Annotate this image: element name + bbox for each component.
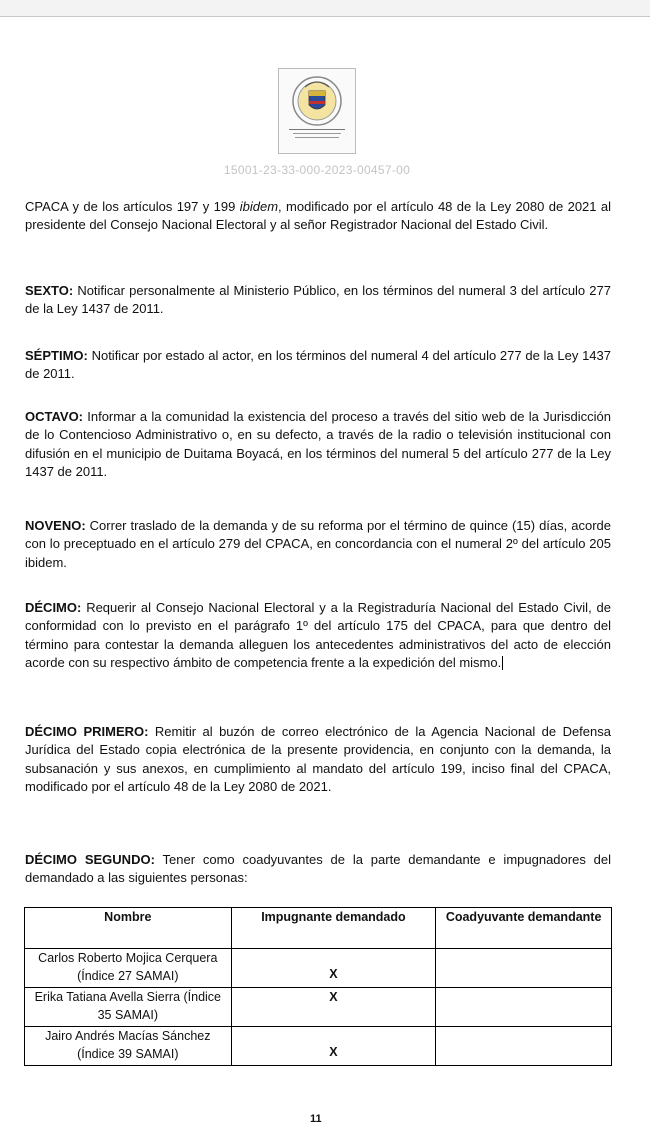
- paragraph-label: NOVENO:: [25, 518, 86, 533]
- cell-coadyuvante: [436, 988, 612, 1027]
- page-number: 11: [310, 1113, 322, 1125]
- cell-impugnante: [231, 1027, 436, 1066]
- viewer-toolbar: [0, 0, 650, 17]
- x-mark: X: [329, 967, 338, 981]
- header-coadyuvante: Coadyuvante demandante: [436, 908, 612, 949]
- paragraph-text: Requerir al Consejo Nacional Electoral y a la Registraduría Nacional del Estado Civil, de conformidad con lo previsto en el parágrafo 1º del artículo 175 del CPACA, para que dentro del término para contestar la demanda alleguen los antecedentes administrativos del acto de elección acorde con su respectivo ámbito de competencia frente a la expedición del mismo.: [25, 600, 611, 670]
- coat-of-arms-icon: [279, 69, 355, 153]
- paragraph-noveno: [25, 517, 611, 572]
- table-row: [25, 949, 612, 988]
- table-row: [25, 988, 612, 1027]
- table-header-row: [25, 908, 612, 949]
- x-mark: X: [329, 1045, 338, 1059]
- paragraph-label: SÉPTIMO:: [25, 348, 88, 363]
- paragraph-text: Remitir al buzón de correo electrónico de la Agencia Nacional de Defensa Jurídica del Estado copia electrónica de la presente providencia, en conjunto con la demanda, la subsanación y sus anexos, en cumplimiento al mandato del artículo 199, inciso final del CPACA, modificado por el artículo 48 de la Ley 2080 de 2021.: [25, 724, 611, 794]
- cell-coadyuvante: [436, 1027, 612, 1066]
- x-mark: X: [329, 990, 338, 1004]
- paragraph-text: Correr traslado de la demanda y de su reforma por el término de quince (15) días, acorde con lo preceptuado en el artículo 279 del CPACA, en concordancia con el numeral 2º del artículo 205 ibidem.: [25, 518, 611, 570]
- paragraph-label: DÉCIMO PRIMERO:: [25, 724, 149, 739]
- paragraph-octavo: [25, 408, 611, 481]
- cell-name: Erika Tatiana Avella Sierra (Índice 35 SAMAI): [25, 988, 232, 1027]
- paragraph-decimo-segundo: [25, 851, 611, 888]
- paragraph-text: Tener como coadyuvantes de la parte demandante e impugnadores del demandado a las siguientes personas:: [25, 852, 612, 886]
- paragraph-decimo: [25, 599, 611, 672]
- cell-name: Jairo Andrés Macías Sánchez (Índice 39 SAMAI): [25, 1027, 232, 1066]
- table-row: [25, 1027, 612, 1066]
- paragraph-label: DÉCIMO SEGUNDO:: [25, 852, 155, 867]
- cell-impugnante: [231, 949, 436, 988]
- paragraph-decimo-primero: [25, 723, 611, 796]
- paragraph-text: Notificar personalmente al Ministerio Público, en los términos del numeral 3 del artículo 277 de la Ley 1437 de 2011.: [25, 283, 611, 317]
- paragraph-italic: ibidem: [239, 199, 279, 214]
- cell-coadyuvante: [436, 949, 612, 988]
- cell-impugnante: [231, 988, 436, 1027]
- header-nombre: Nombre: [25, 908, 232, 949]
- paragraph-label: SEXTO:: [25, 283, 74, 298]
- cell-name: Carlos Roberto Mojica Cerquera (Índice 27 SAMAI): [25, 949, 232, 988]
- header-impugnante: Impugnante demandado: [231, 908, 436, 949]
- paragraph-text: CPACA y de los artículos 197 y 199: [25, 199, 240, 214]
- case-number: 15001-23-33-000-2023-00457-00: [223, 163, 411, 177]
- paragraph-cpaca: [25, 198, 611, 235]
- paragraph-septimo: [25, 347, 611, 384]
- judiciary-seal-logo: [278, 68, 356, 154]
- coadyuvantes-table: [24, 907, 612, 1066]
- paragraph-label: OCTAVO:: [25, 409, 84, 424]
- paragraph-text: Notificar por estado al actor, en los términos del numeral 4 del artículo 277 de la Ley 1437 de 2011.: [25, 348, 611, 382]
- paragraph-sexto: [25, 282, 611, 319]
- paragraph-text-rest: , modificado por el artículo 48 de la Ley 2080 de 2021 al presidente del Consejo Nacional Electoral y al señor Registrador Nacional del Estado Civil.: [25, 199, 612, 233]
- text-cursor: [502, 656, 503, 670]
- paragraph-label: DÉCIMO:: [25, 600, 82, 615]
- paragraph-text: Informar a la comunidad la existencia del proceso a través del sitio web de la Jurisdicción de lo Contencioso Administrativo o, en su defecto, a través de la radio o televisión institucional con difusión en el municipio de Duitama Boyacá, en los términos del numeral 5 del artículo 277 de la Ley 1437 de 2011.: [25, 409, 611, 479]
